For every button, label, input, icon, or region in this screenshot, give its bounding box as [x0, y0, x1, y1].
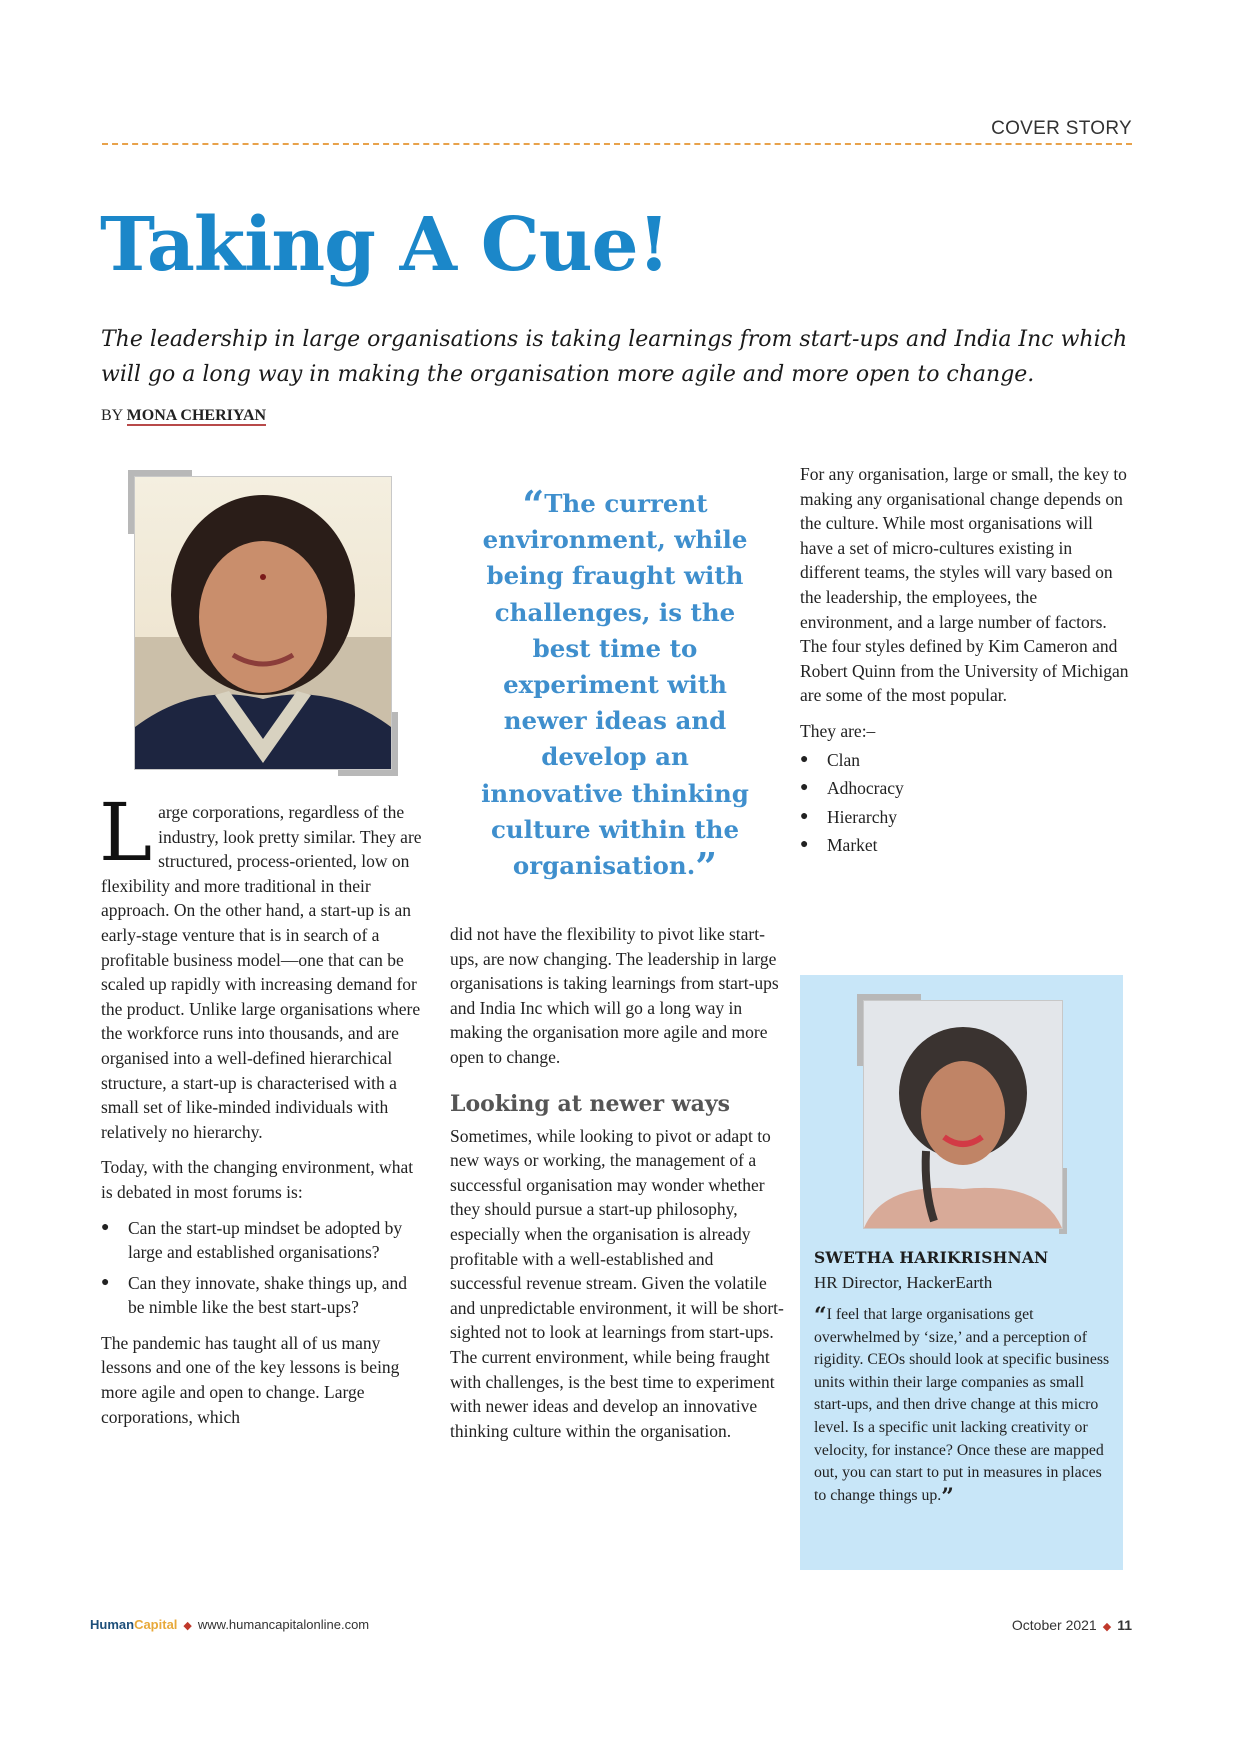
page-number: 11	[1117, 1617, 1132, 1633]
pull-quote-text: The current environment, while being fraught with challenges, is the best time to experiment with newer ideas and develop an innovative thinking culture within the organisation.	[481, 489, 749, 881]
drop-cap: L	[99, 786, 153, 879]
expert-quote	[814, 1303, 1114, 1510]
open-quote-mark: “	[522, 482, 545, 527]
section-heading: Looking at newer ways	[450, 1090, 731, 1117]
intro-paragraph	[99, 786, 423, 1144]
list-intro: They are:–	[800, 720, 876, 741]
portrait-photo-icon	[864, 1001, 1062, 1228]
list-item: ● Can the start-up mindset be adopted by large and established organisations?	[101, 1216, 423, 1265]
column-2	[450, 922, 785, 1454]
article-title: Taking A Cue!	[100, 202, 670, 288]
paragraph: Sometimes, while looking to pivot or adapt to new ways or working, the management of a successful organisation may wonder whether they should pursue a start-up philosophy, especially when the organisation is already profitable with a well-established and successful revenue stream. Given the volatile and unpredictable environment, it will be short-sighted not to look at learnings from start-ups. The current environment, while being fraught with challenges, is the best time to experiment with newer ideas and develop an innovative thinking culture within the organisation.	[450, 1125, 784, 1441]
pull-quote	[470, 482, 760, 890]
diamond-icon: ◆	[183, 1620, 192, 1632]
list-item: ● Adhocracy	[800, 776, 1130, 801]
footer-brand	[90, 1617, 369, 1632]
list-item: ● Market	[800, 833, 1130, 858]
website-link[interactable]: www.humancapitalonline.com	[197, 1617, 370, 1632]
byline	[101, 407, 266, 425]
column-1	[99, 786, 423, 1440]
portrait-photo-icon	[135, 477, 391, 769]
intro-text: arge corporations, regardless of the industry, look pretty similar. They are structured, process-oriented, low on flexibility and more traditional in their approach. On the other hand, a start-up is an early-stage venture that is in search of a profitable business model—one that can be scaled up rapidly with increasing demand for the product. Unlike large organisations where the workforce runs into thousands, and are organised into a well-defined hierarchical structure, a start-up is characterised with a small set of like-minded individuals with relatively no hierarchy.	[101, 802, 422, 1142]
issue-date: October 2021	[1011, 1617, 1097, 1633]
author-photo	[134, 476, 392, 770]
culture-styles-list	[800, 748, 1130, 858]
expert-name: SWETHA HARIKRISHNAN	[814, 1248, 1049, 1267]
expert-photo-frame	[857, 994, 1067, 1234]
expert-quote-text: I feel that large organisations get overwhelmed by ‘size,’ and a perception of rigidity. CEOs should look at specific business units within their large companies as small start-ups, and then drive change at this micro level. Is a specific unit lacking creativity or velocity, for instance? Once these are mapped out, you can start to put in measures in places to change things up.	[814, 1306, 1110, 1504]
byline-prefix: BY	[101, 407, 123, 424]
footer-issue	[900, 1617, 1132, 1633]
expert-photo	[863, 1000, 1063, 1229]
list-item: ● Clan	[800, 748, 1130, 773]
paragraph: Today, with the changing environment, what is debated in most forums is:	[101, 1157, 414, 1202]
brand-logo-human: Human	[90, 1617, 135, 1632]
header-divider	[102, 143, 1132, 145]
column-3	[800, 462, 1130, 869]
paragraph: The pandemic has taught all of us many lessons and one of the key lessons is being more agile and open to change. Large corporations, which	[101, 1332, 400, 1427]
paragraph: did not have the flexibility to pivot like start-ups, are now changing. The leadership in large organisations is taking learnings from start-ups and India Inc which will go a long way in making the organisation more agile and more open to change.	[450, 924, 779, 1067]
open-quote-mark: “	[814, 1303, 827, 1329]
brand-logo-capital: Capital	[134, 1617, 178, 1632]
section-label: COVER STORY	[991, 118, 1132, 139]
list-item: ● Can they innovate, shake things up, and be nimble like the best start-ups?	[101, 1271, 423, 1320]
question-list	[101, 1216, 423, 1320]
expert-title: HR Director, HackerEarth	[814, 1273, 993, 1292]
diamond-icon: ◆	[1102, 1621, 1112, 1633]
list-item: ● Hierarchy	[800, 805, 1130, 830]
article-standfirst: The leadership in large organisations is taking learnings from start-ups and India Inc which will go a long way in making the organisation more agile and more open to change.	[101, 327, 1128, 387]
paragraph: For any organisation, large or small, the key to making any organisational change depends on the culture. While most organisations will have a set of micro-cultures existing in different teams, the styles will vary based on the leadership, the employees, the environment, and a large number of factors. The four styles defined by Kim Cameron and Robert Quinn from the University of Michigan are some of the most popular.	[800, 464, 1129, 706]
author-photo-frame	[128, 470, 398, 776]
author-name[interactable]: MONA CHERIYAN	[126, 407, 267, 424]
close-quote-mark: ”	[695, 844, 718, 890]
close-quote-mark: ”	[941, 1483, 954, 1510]
